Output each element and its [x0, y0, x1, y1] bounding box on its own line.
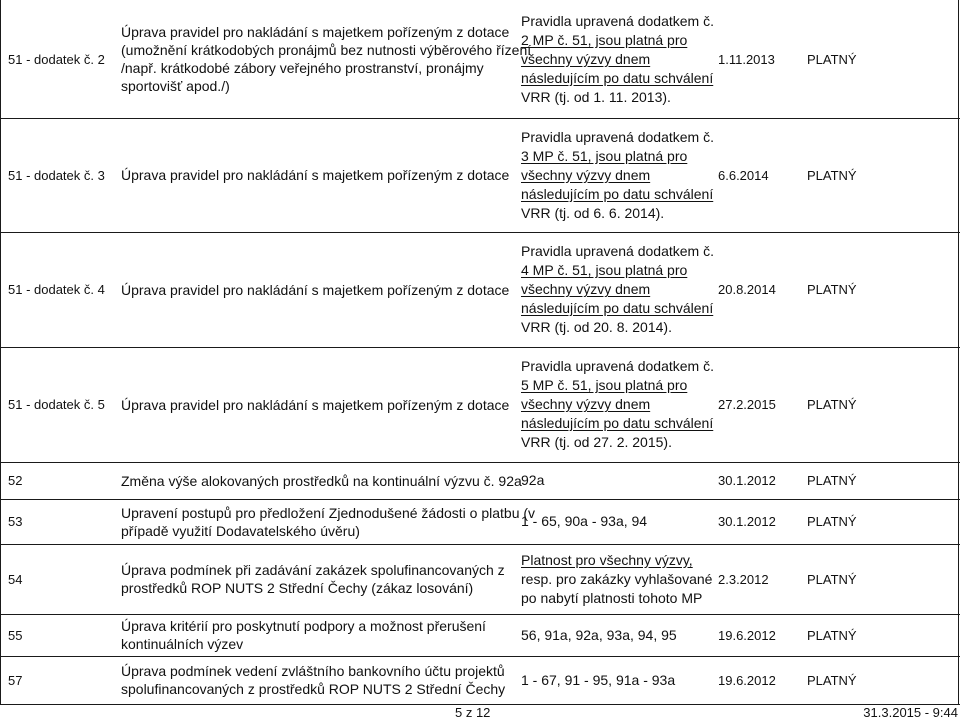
date-text: 1.11.2013: [718, 51, 775, 67]
row-number: [8, 544, 118, 614]
row-date: [718, 462, 806, 499]
scope-line: Pravidla upravená dodatkem č.: [521, 12, 714, 29]
description-line: Úprava pravidel pro nakládání s majetkem pořízeným z dotace: [121, 396, 510, 413]
row-number-text: 52: [8, 473, 23, 488]
date-text: 27.2.2015: [718, 397, 776, 412]
row-description: [121, 232, 516, 347]
row-scope: [521, 462, 716, 499]
row-number-text: 51 - dodatek č. 4: [8, 282, 105, 297]
status-text: PLATNÝ: [807, 672, 857, 688]
description-line: kontinuálních výzev: [121, 636, 244, 652]
row-date: [718, 232, 806, 347]
print-timestamp: 31.3.2015 - 9:44: [863, 705, 958, 720]
row-number-text: 57: [8, 672, 23, 688]
scope-line: 5 MP č. 51, jsou platná pro: [521, 377, 688, 393]
row-status: [807, 118, 867, 232]
row-scope: [521, 232, 716, 347]
row-description: [121, 0, 532, 118]
row-date: [718, 499, 806, 544]
scope-line: 4 MP č. 51, jsou platná pro: [521, 262, 688, 278]
row-date: [718, 656, 806, 704]
scope-line: Pravidla upravená dodatkem č.: [521, 128, 714, 145]
row-scope: [521, 0, 716, 118]
scope-line: Pravidla upravená dodatkem č.: [521, 243, 714, 259]
row-number: [8, 0, 118, 118]
row-status: [807, 499, 867, 544]
scope-line: VRR (tj. od 20. 8. 2014).: [521, 319, 672, 335]
scope-line: 2 MP č. 51, jsou platná pro: [521, 31, 688, 48]
description-line: sportovišť apod./): [121, 78, 230, 94]
scope-line: všechny výzvy dnem: [521, 281, 651, 297]
description-line: Úprava kritérií pro poskytnutí podpory a možnost přerušení: [121, 618, 486, 634]
description-line: Upravení postupů pro předložení Zjednodušené žádosti o platbu (v: [121, 504, 536, 521]
row-number-text: 55: [8, 627, 23, 643]
date-text: 19.6.2012: [718, 627, 776, 643]
row-description: [121, 118, 516, 232]
scope-line: Platnost pro všechny výzvy,: [521, 551, 693, 568]
row-scope: [521, 656, 716, 704]
row-number: [8, 614, 118, 656]
row-description: [121, 614, 516, 656]
page-number: 5 z 12: [455, 705, 491, 720]
date-text: 20.8.2014: [718, 282, 776, 297]
status-text: PLATNÝ: [807, 397, 857, 412]
row-number-text: 51 - dodatek č. 5: [8, 397, 105, 412]
scope-line: následujícím po datu schválení: [521, 415, 714, 431]
row-date: [718, 118, 806, 232]
status-text: PLATNÝ: [807, 473, 857, 488]
column-divider: [958, 0, 959, 704]
row-number-text: 54: [8, 571, 23, 587]
date-text: 30.1.2012: [718, 473, 776, 488]
status-text: PLATNÝ: [807, 167, 857, 183]
status-text: PLATNÝ: [807, 51, 857, 67]
row-scope: [521, 544, 716, 614]
row-status: [807, 0, 867, 118]
scope-line: Pravidla upravená dodatkem č.: [521, 358, 714, 374]
row-status: [807, 614, 867, 656]
row-status: [807, 462, 867, 499]
row-scope: [521, 614, 716, 656]
description-line: (umožnění krátkodobých pronájmů bez nutnosti výběrového řízení: [121, 42, 532, 58]
column-divider: [0, 0, 1, 704]
row-scope: [521, 499, 716, 544]
date-text: 6.6.2014: [718, 167, 769, 183]
scope-line: 56, 91a, 92a, 93a, 94, 95: [521, 626, 677, 643]
scope-line: 3 MP č. 51, jsou platná pro: [521, 147, 688, 164]
scope-line: po nabytí platnosti tohoto MP: [521, 589, 703, 606]
description-line: Úprava podmínek při zadávání zakázek spolufinancovaných z: [121, 562, 505, 578]
row-number: [8, 499, 118, 544]
scope-line: 1 - 67, 91 - 95, 91a - 93a: [521, 671, 676, 688]
status-text: PLATNÝ: [807, 282, 857, 297]
row-number-text: 51 - dodatek č. 2: [8, 51, 105, 67]
row-number-text: 51 - dodatek č. 3: [8, 167, 105, 183]
scope-line: VRR (tj. od 1. 11. 2013).: [521, 88, 671, 105]
row-status: [807, 232, 867, 347]
description-line: případě využití Dodavatelského úvěru): [121, 522, 360, 539]
row-number: [8, 347, 118, 462]
description-line: Úprava pravidel pro nakládání s majetkem pořízeným z dotace: [121, 167, 510, 183]
scope-line: resp. pro zakázky vyhlašované: [521, 570, 713, 587]
status-text: PLATNÝ: [807, 627, 857, 643]
status-text: PLATNÝ: [807, 571, 857, 587]
row-status: [807, 347, 867, 462]
scope-line: následujícím po datu schválení: [521, 300, 714, 316]
row-description: [121, 656, 516, 704]
row-description: [121, 462, 522, 499]
row-description: [121, 347, 516, 462]
row-date: [718, 0, 806, 118]
row-date: [718, 347, 806, 462]
description-line: prostředků ROP NUTS 2 Střední Čechy (zákaz losování): [121, 580, 474, 596]
row-number: [8, 232, 118, 347]
description-line: Změna výše alokovaných prostředků na kontinuální výzvu č. 92a: [121, 472, 522, 489]
row-status: [807, 544, 867, 614]
description-line: Úprava pravidel pro nakládání s majetkem pořízeným z dotace: [121, 281, 510, 298]
date-text: 30.1.2012: [718, 514, 776, 529]
scope-line: VRR (tj. od 6. 6. 2014).: [521, 204, 665, 221]
scope-line: 92a: [521, 472, 545, 488]
description-line: /např. krátkodobé zábory veřejného prostranství, pronájmy: [121, 60, 484, 76]
row-scope: [521, 118, 716, 232]
description-line: spolufinancovaných z prostředků ROP NUTS 2 Střední Čechy: [121, 681, 506, 697]
scope-line: následujícím po datu schválení: [521, 69, 714, 86]
scope-line: všechny výzvy dnem: [521, 166, 651, 183]
status-text: PLATNÝ: [807, 514, 857, 529]
description-line: Úprava pravidel pro nakládání s majetkem pořízeným z dotace: [121, 24, 510, 40]
date-text: 2.3.2012: [718, 571, 769, 587]
row-status: [807, 656, 867, 704]
scope-line: následujícím po datu schválení: [521, 185, 714, 202]
row-description: [121, 544, 516, 614]
row-number: [8, 462, 118, 499]
row-description: [121, 499, 536, 544]
row-scope: [521, 347, 716, 462]
scope-line: 1 - 65, 90a - 93a, 94: [521, 513, 648, 529]
row-date: [718, 614, 806, 656]
scope-line: VRR (tj. od 27. 2. 2015).: [521, 434, 672, 450]
row-date: [718, 544, 806, 614]
date-text: 19.6.2012: [718, 672, 776, 688]
row-number: [8, 656, 118, 704]
row-number-text: 53: [8, 514, 23, 529]
description-line: Úprava podmínek vedení zvláštního bankovního účtu projektů: [121, 663, 505, 679]
scope-line: všechny výzvy dnem: [521, 396, 651, 412]
row-number: [8, 118, 118, 232]
scope-line: všechny výzvy dnem: [521, 50, 651, 67]
